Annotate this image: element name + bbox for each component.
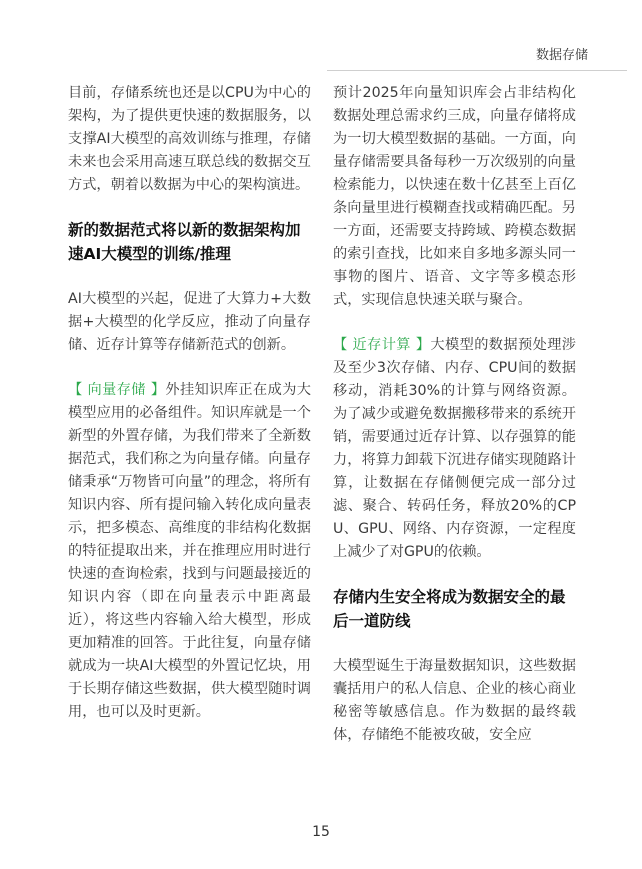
page-header [0, 0, 642, 70]
section-title: 数据存储 [535, 48, 588, 63]
paragraph: 预计2025年向量知识库会占非结构化数据处理总需求约三成，向量存储将成为一切大模型数据的基础。一方面，向量存储需要具备每秒一万次级别的向量检索能力，以快速在数十亿甚至上百亿条向量里进行模糊查找或精确匹配。另一方面，还需要支持跨域、跨模态数据的索引查找，比如来自多地多源头同一事物的图片、语音、文字等多模态形式，实现信息快速关联与聚合。 [333, 85, 576, 308]
page-number: 15 [312, 824, 330, 840]
header-divider [327, 70, 627, 71]
section-heading: 存储内生安全将成为数据安全的最后一道防线 [333, 588, 566, 630]
paragraph: AI大模型的兴起，促进了大算力+大数据+大模型的化学反应，推动了向量存储、近存计算等存储新范式的创新。 [68, 291, 311, 353]
paragraph-vector-storage [68, 379, 311, 724]
topic-tag: 【 近存计算 】 [333, 337, 431, 353]
paragraph-text: 外挂知识库正在成为大模型应用的必备组件。知识库就是一个新型的外置存储，为我们带来了全新数据范式，我们称之为向量存储。向量存储秉承“万物皆可向量”的理念，将所有知识内容、所有提问输入转化成向量表示，把多模态、高维度的非结构化数据的特征提取出来，并在推理应用时进行快速的查询检索，找到与问题最接近的知识内容（即在向量表示中距离最近），将这些内容输入给大模型，形成更加精准的回答。于此往复，向量存储就成为一块AI大模型的外置记忆块，用于长期存储这些数据，供大模型随时调用，也可以及时更新。 [68, 382, 311, 720]
paragraph: 大模型诞生于海量数据知识，这些数据囊括用户的私人信息、企业的核心商业秘密等敏感信息。作为数据的最终载体，存储绝不能被攻破，安全应 [333, 658, 576, 743]
paragraph-text: 大模型的数据预处理涉及至少3次存储、内存、CPU间的数据移动，消耗30%的计算与网络资源。为了减少或避免数据搬移带来的系统开销，需要通过近存计算、以存强算的能力，将算力卸载下沉进存储实现随路计算，让数据在存储侧便完成一部分过滤、聚合、转码任务，释放20%的CPU、GPU、网络、内存资源，一定程度上减少了对GPU的依赖。 [333, 337, 576, 560]
paragraph: 目前，存储系统也还是以CPU为中心的架构，为了提供更快速的数据服务，以支撑AI大模型的高效训练与推理，存储未来也会采用高速互联总线的数据交互方式，朝着以数据为中心的架构演进。 [68, 85, 311, 193]
section-heading: 新的数据范式将以新的数据架构加速AI大模型的训练/推理 [68, 221, 301, 263]
paragraph-near-storage-computing [333, 334, 576, 564]
topic-tag: 【 向量存储 】 [68, 382, 166, 398]
right-column [333, 82, 576, 747]
left-column [68, 82, 311, 724]
